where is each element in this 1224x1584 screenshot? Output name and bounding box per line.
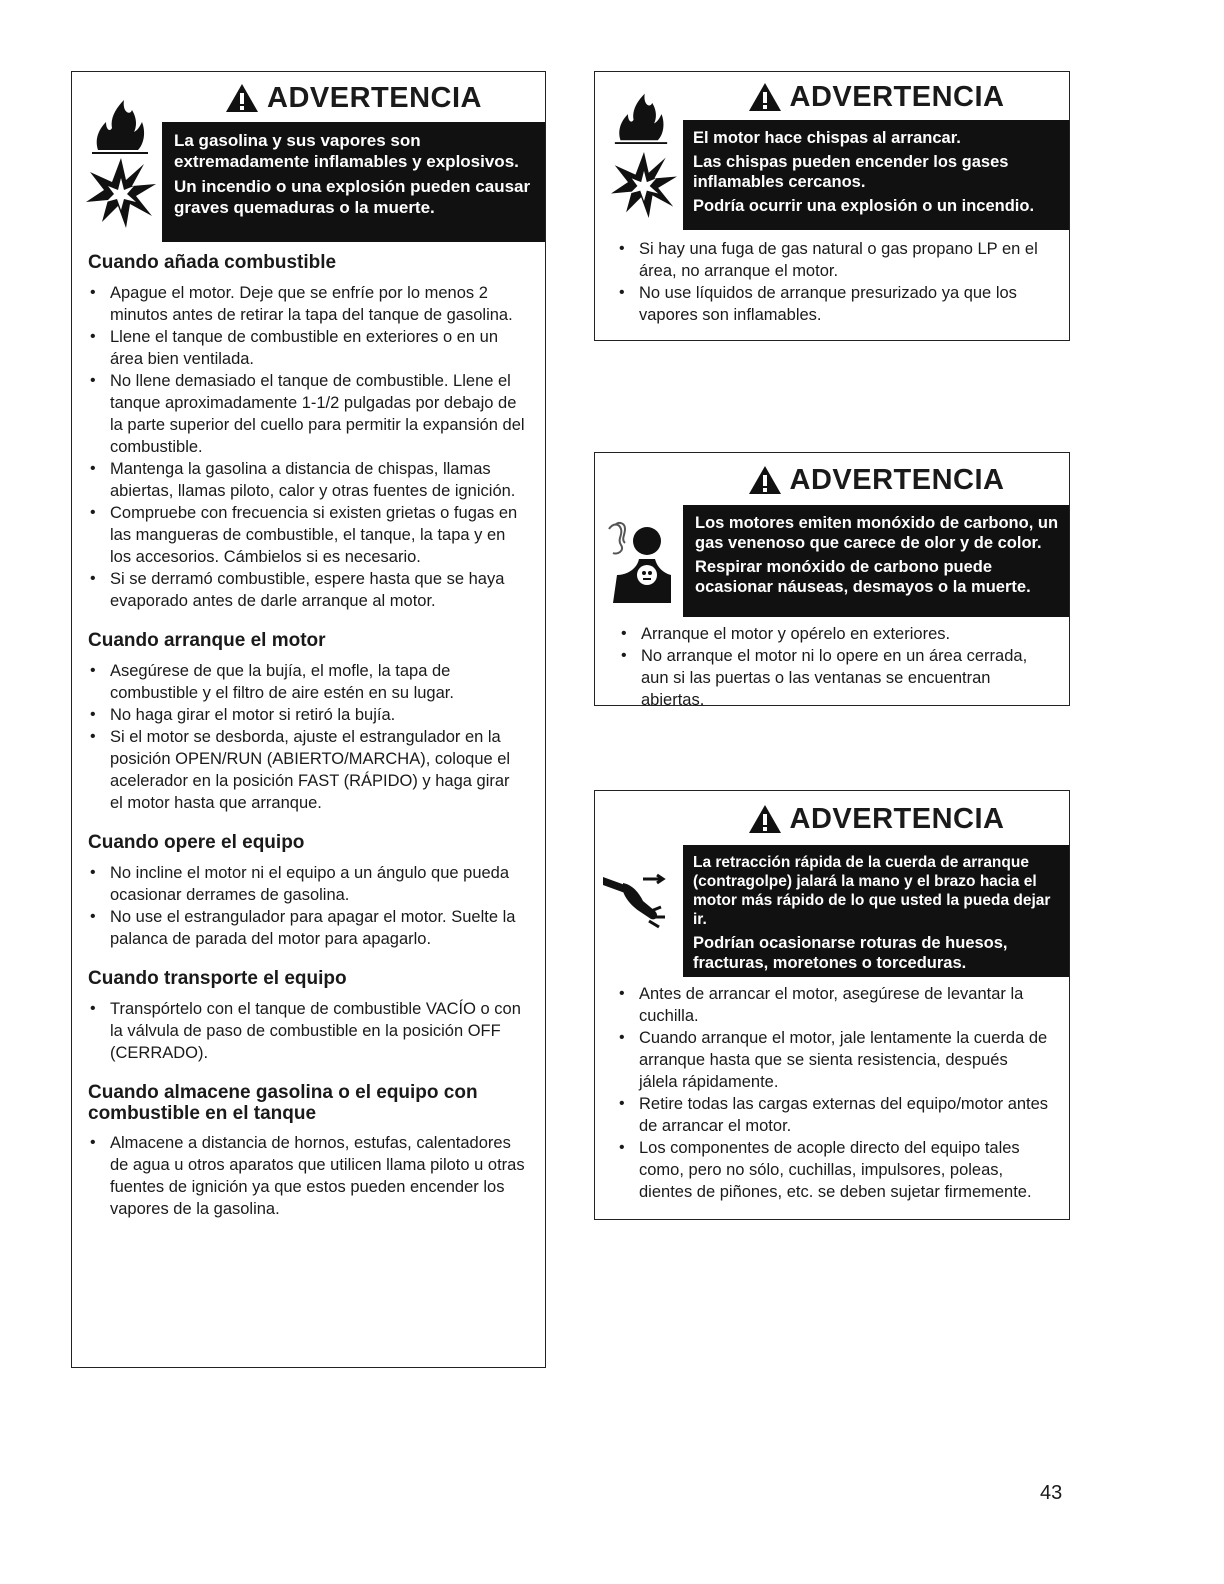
section-heading: Cuando añada combustible [88, 252, 337, 273]
bullet-list [639, 238, 1049, 326]
warning-title [162, 72, 545, 122]
section-heading: Cuando transporte el equipo [88, 968, 347, 989]
alert-triangle-icon [748, 804, 782, 834]
warning-box-carbon-monoxide [594, 452, 1070, 709]
bullet-list [110, 862, 525, 950]
list-item: • Antes de arrancar el motor, asegúrese de levantar la cuchilla. [639, 983, 1049, 1027]
fire-icon [613, 88, 669, 144]
hazard-line: La retracción rápida de la cuerda de arranque (contragolpe) jalará la mano y el brazo hacia el motor más rápido de lo que usted la pueda dejar ir. [693, 854, 1051, 928]
list-item: • Apague el motor. Deje que se enfríe por lo menos 2 minutos antes de retirar la tapa del tanque de gasolina. [110, 282, 525, 326]
warning-title-text: ADVERTENCIA [267, 81, 482, 114]
section-heading: Cuando arranque el motor [88, 630, 326, 651]
hazard-line: Los motores emiten monóxido de carbono, un gas venenoso que carece de olor y de color. [695, 514, 1059, 552]
bullet-list [110, 282, 525, 612]
section-heading: Cuando opere el equipo [88, 832, 305, 853]
hazard-line: La gasolina y sus vapores son extremadamente inflamables y explosivos. [174, 131, 519, 171]
list-item: • No llene demasiado el tanque de combustible. Llene el tanque aproximadamente 1-1/2 pulgadas por debajo de la parte superior del cuello para permitir la expansión del combustible. [110, 370, 525, 458]
hazard-line: Podría ocurrir una explosión o un incendio. [693, 197, 1035, 215]
alert-triangle-icon [748, 465, 782, 495]
fire-icon [90, 94, 150, 154]
list-item: • Los componentes de acople directo del equipo tales como, pero no sólo, cuchillas, impulsores, poleas, dientes de piñones, etc. se deben sujetar firmemente. [639, 1137, 1049, 1203]
list-item: • Almacene a distancia de hornos, estufas, calentadores de agua u otros aparatos que utilicen llama piloto u otras fuentes de ignición ya que estos pueden encender los vapores de la gasolina. [110, 1132, 525, 1220]
list-item: • Si se derramó combustible, espere hasta que se haya evaporado antes de darle arranque al motor. [110, 568, 525, 612]
hazard-line: Un incendio o una explosión pueden causar graves quemaduras o la muerte. [174, 177, 531, 217]
alert-triangle-icon [225, 83, 259, 113]
hazard-icons [595, 791, 683, 967]
list-item: • Si el motor se desborda, ajuste el estrangulador en la posición OPEN/RUN (ABIERTO/MARCHA), coloque el acelerador en la posición FAST (RÁPIDO) y haga girar el motor hasta que arranque. [110, 726, 525, 814]
warning-header [72, 72, 545, 242]
bullet-list [110, 1132, 525, 1220]
list-item: • Transpórtelo con el tanque de combustible VACÍO o con la válvula de paso de combustible en la posición OFF (CERRADO). [110, 998, 525, 1064]
hazard-message [683, 845, 1069, 977]
warning-title-text: ADVERTENCIA [789, 802, 1005, 835]
warning-title [683, 72, 1069, 120]
hazard-line: Respirar monóxido de carbono puede ocasionar náuseas, desmayos o la muerte. [695, 558, 1031, 596]
list-item: • Cuando arranque el motor, jale lentamente la cuerda de arranque hasta que se sienta resistencia, después jálela rápidamente. [639, 1027, 1049, 1093]
list-item: • No incline el motor ni el equipo a un ángulo que pueda ocasionar derrames de gasolina. [110, 862, 525, 906]
explosion-icon [611, 152, 677, 218]
list-item: • Si hay una fuga de gas natural o gas propano LP en el área, no arranque el motor. [639, 238, 1049, 282]
list-item: • Retire todas las cargas externas del equipo/motor antes de arrancar el motor. [639, 1093, 1049, 1137]
warning-header [595, 791, 1069, 977]
hazard-message [683, 505, 1069, 617]
list-item: • No haga girar el motor si retiró la bujía. [110, 704, 525, 726]
hazard-line: El motor hace chispas al arrancar. [693, 129, 961, 147]
warning-header [595, 72, 1069, 230]
warning-box-fuel [71, 71, 546, 1368]
list-item: • Mantenga la gasolina a distancia de chispas, llamas abiertas, llamas piloto, calor y otras fuentes de ignición. [110, 458, 525, 502]
list-item: • Compruebe con frecuencia si existen grietas o fugas en las mangueras de combustible, el tanque, la tapa y en los accesorios. Cámbielos si es necesario. [110, 502, 525, 568]
warning-title-text: ADVERTENCIA [789, 463, 1005, 496]
hazard-icons [595, 72, 683, 224]
hazard-message [683, 120, 1069, 230]
bullet-list [110, 660, 525, 814]
warning-title [683, 791, 1069, 845]
hazard-icons [72, 72, 162, 228]
warning-box-sparks [594, 71, 1070, 341]
poison-gas-icon [607, 519, 671, 603]
page-number: 43 [1040, 1482, 1063, 1504]
warning-title [683, 453, 1069, 505]
list-item: • No use el estrangulador para apagar el motor. Suelte la palanca de parada del motor para apagarlo. [110, 906, 525, 950]
hazard-line: Podrían ocasionarse roturas de huesos, fracturas, moretones o torceduras. [693, 934, 1008, 972]
warning-title-text: ADVERTENCIA [789, 80, 1005, 113]
bullet-list [639, 983, 1049, 1203]
hazard-icons [595, 453, 683, 609]
section-heading: Cuando almacene gasolina o el equipo con combustible en el tanque [88, 1082, 478, 1124]
bullet-list [110, 998, 525, 1064]
list-item: • No arranque el motor ni lo opere en un área cerrada, aun si las puertas o las ventanas se encuentran abiertas. [641, 645, 1049, 711]
list-item: • Arranque el motor y opérelo en exteriores. [641, 623, 1049, 645]
list-item: • Asegúrese de que la bujía, el mofle, la tapa de combustible y el filtro de aire estén en su lugar. [110, 660, 525, 704]
list-item: • Llene el tanque de combustible en exteriores o en un área bien ventilada. [110, 326, 525, 370]
bullet-list [641, 623, 1049, 711]
hazard-message [162, 122, 545, 242]
kickback-hand-icon [603, 867, 673, 937]
instructions-content [72, 242, 545, 1220]
hazard-line: Las chispas pueden encender los gases inflamables cercanos. [693, 153, 1009, 191]
list-item: • No use líquidos de arranque presurizado ya que los vapores son inflamables. [639, 282, 1049, 326]
explosion-icon [86, 158, 156, 228]
warning-header [595, 453, 1069, 617]
alert-triangle-icon [748, 82, 782, 112]
warning-box-kickback [594, 790, 1070, 1220]
